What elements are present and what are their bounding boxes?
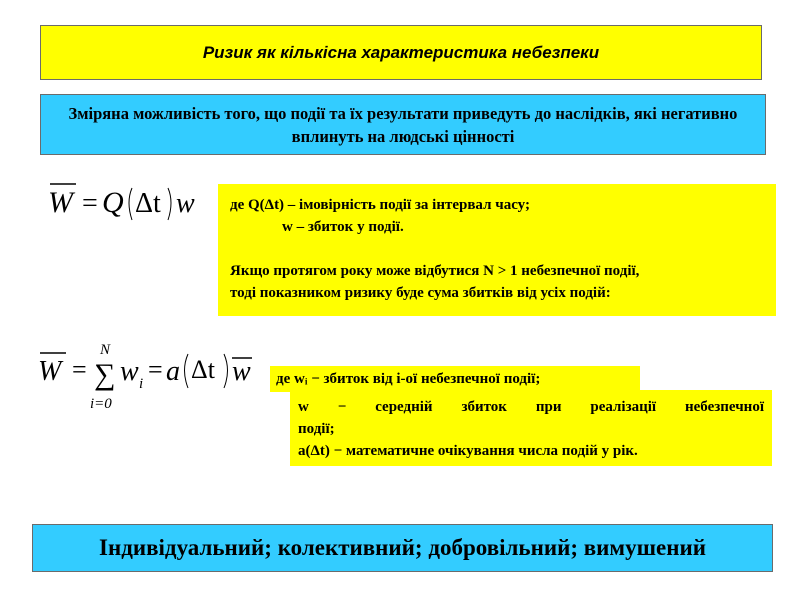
sum-formula-w: W: [38, 356, 62, 387]
risk-formula-svg: [46, 180, 206, 226]
paren-left: [129, 188, 132, 220]
formula-small-w: w: [176, 188, 195, 219]
sum-term-sub-i: i: [139, 376, 144, 392]
sum-formula-delta-t: Δt: [191, 355, 215, 384]
sum-upper-limit: N: [100, 342, 111, 358]
sigma-symbol: ∑: [94, 358, 116, 391]
explain-line-condition: Якщо протягом року може відбутися N > 1 небезпечної події,: [230, 263, 640, 279]
paren-right-2: [224, 354, 228, 388]
sum-formula-eq: =: [72, 355, 87, 384]
sum-formula-eq2: =: [148, 355, 163, 384]
formula-w: W: [48, 186, 73, 219]
risk-formula: [46, 180, 206, 234]
title-box: [40, 25, 762, 80]
slide-title: Ризик як кількісна характеристика небезпеки: [202, 42, 600, 62]
formula-eq: =: [82, 188, 98, 219]
sum-formula-w-bar: w: [232, 356, 251, 387]
explain-line-event: події;: [298, 421, 335, 437]
paren-left-2: [185, 354, 189, 388]
explain-line-damage: w – збиток у події.: [282, 219, 404, 235]
explanation-box-2-top: [270, 366, 640, 392]
explain-line-wi: де wᵢ − збиток від i-ої небезпечної події;: [276, 371, 541, 387]
explain-line-expectation: a(Δt) − математичне очікування числа подій у рік.: [298, 443, 638, 459]
formula-q: Q: [102, 186, 124, 219]
sum-formula-a: a: [166, 356, 180, 387]
formula-delta-t: Δt: [135, 188, 161, 219]
definition-box: [40, 94, 766, 155]
sum-formula: [36, 342, 276, 427]
sum-lower-limit: i=0: [90, 396, 112, 412]
sum-formula-svg: [36, 342, 276, 422]
paren-right: [168, 188, 171, 220]
explanation-box-1: [218, 184, 776, 316]
risk-types: Індивідуальний; колективний; добровільний; вимушений: [99, 535, 706, 560]
explain-line-probability: де Q(Δt) – імовірність події за інтервал часу;: [230, 197, 530, 213]
explanation-box-2: [290, 390, 772, 466]
explain-line-mean-damage: w − середній збиток при реалізації небезпечної: [298, 399, 764, 415]
risk-definition: Зміряна можливість того, що події та їх результати приведуть до наслідків, які негативно вплинуть на людські цінності: [68, 103, 738, 146]
explain-line-sum: тоді показником ризику буде сума збитків від усіх подій:: [230, 285, 611, 301]
sum-term-w: w: [120, 356, 139, 387]
risk-types-box: [32, 524, 773, 572]
